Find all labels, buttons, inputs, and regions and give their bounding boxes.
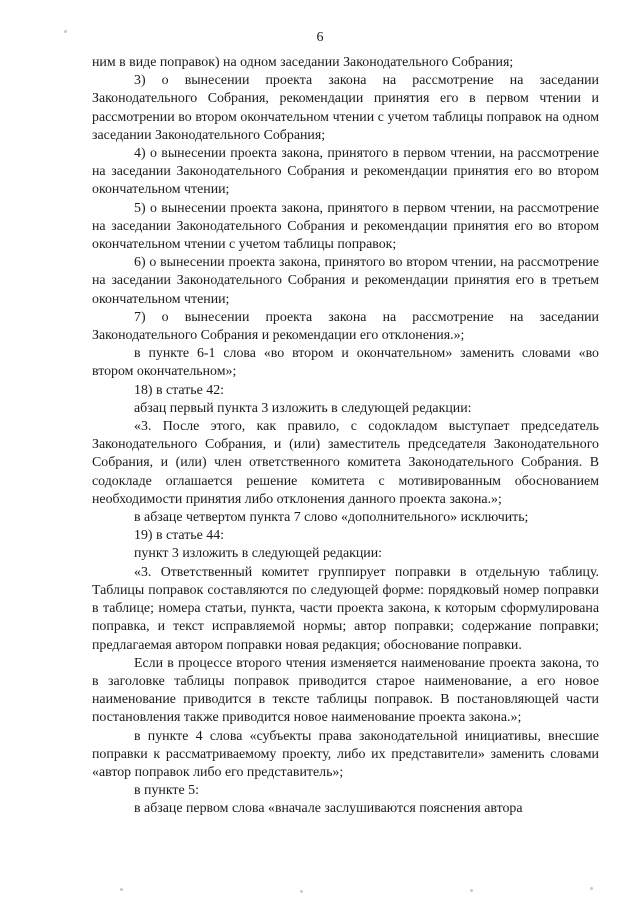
paragraph: пункт 3 изложить в следующей редакции: — [134, 546, 383, 562]
paragraph: абзац первый пункта 3 изложить в следующей редакции: — [134, 400, 472, 416]
scan-speck — [590, 887, 593, 890]
document-body — [92, 54, 599, 819]
page-number: 6 — [316, 30, 324, 45]
paragraph: в абзаце четвертом пункта 7 слово «дополнительного» исключить; — [134, 510, 529, 526]
paragraph: 4) о вынесении проекта закона, принятого в первом чтении, на рассмотрение на заседании Законодательного Собрания и рекомендации принятия его во втором окончательном чтении; — [92, 146, 599, 198]
paragraph: в пункте 4 слова «субъекты права законодательной инициативы, внесшие поправки к рассматриваемому проекту, либо их представители» заменить словами «автор поправок либо его представитель»; — [92, 728, 599, 780]
paragraph: 19) в статье 44: — [134, 528, 225, 544]
paragraph: ним в виде поправок) на одном заседании Законодательного Собрания; — [92, 55, 514, 70]
paragraph: 3) о вынесении проекта закона на рассмотрение на заседании Законодательного Собрания, рекомендации принятия его в первом чтении и рассмотрении во втором окончательном чтении с учетом таблицы поправок на одном заседании Законодательного Собрания; — [92, 73, 599, 143]
paragraph: 6) о вынесении проекта закона, принятого во втором чтении, на рассмотрение на заседании Законодательного Собрания и рекомендации принятия его в третьем окончательном чтении; — [92, 255, 599, 307]
paragraph: «3. После этого, как правило, с содокладом выступает председатель Законодательного Собрания, и (или) заместитель председателя Законодательного Собрания, и (или) член ответственного комитета Законодательного Собрания. В содокладе оглашается решение комитета с мотивированным обоснованием необходимости принятия либо отклонения данного проекта закона.»; — [92, 419, 599, 507]
paragraph: «3. Ответственный комитет группирует поправки в отдельную таблицу. Таблицы поправок составляются по следующей форме: порядковый номер поправки в таблице; номера статьи, пункта, части проекта закона, к которым сформулирована поправка, и текст исправляемой нормы; автор поправки; содержание поправки; предлагаемая автором поправки новая редакция; обоснование поправки. — [92, 564, 599, 653]
paragraph: в пункте 6-1 слова «во втором и окончательном» заменить словами «во втором окончательном»; — [92, 346, 599, 380]
scan-speck — [300, 890, 303, 893]
paragraph: Если в процессе второго чтения изменяется наименование проекта закона, то в заголовке таблицы поправок приводится старое наименование, а его новое наименование приводится в тексте таблицы поправок. В постановляющей части постановления также приводится новое наименование проекта закона.»; — [92, 655, 599, 726]
paragraph: в абзаце первом слова «вначале заслушиваются пояснения автора — [134, 801, 523, 817]
scan-speck — [120, 888, 123, 891]
paragraph: в пункте 5: — [134, 783, 199, 799]
scan-speck — [64, 30, 67, 33]
paragraph: 5) о вынесении проекта закона, принятого в первом чтении, на рассмотрение на заседании Законодательного Собрания и рекомендации принятия его во втором окончательном чтении с учетом таблицы поправок; — [92, 200, 599, 253]
scan-speck — [470, 889, 473, 892]
paragraph: 7) о вынесении проекта закона на рассмотрение на заседании Законодательного Собрания и рекомендации его отклонения.»; — [92, 309, 599, 344]
paragraph: 18) в статье 42: — [134, 382, 225, 398]
